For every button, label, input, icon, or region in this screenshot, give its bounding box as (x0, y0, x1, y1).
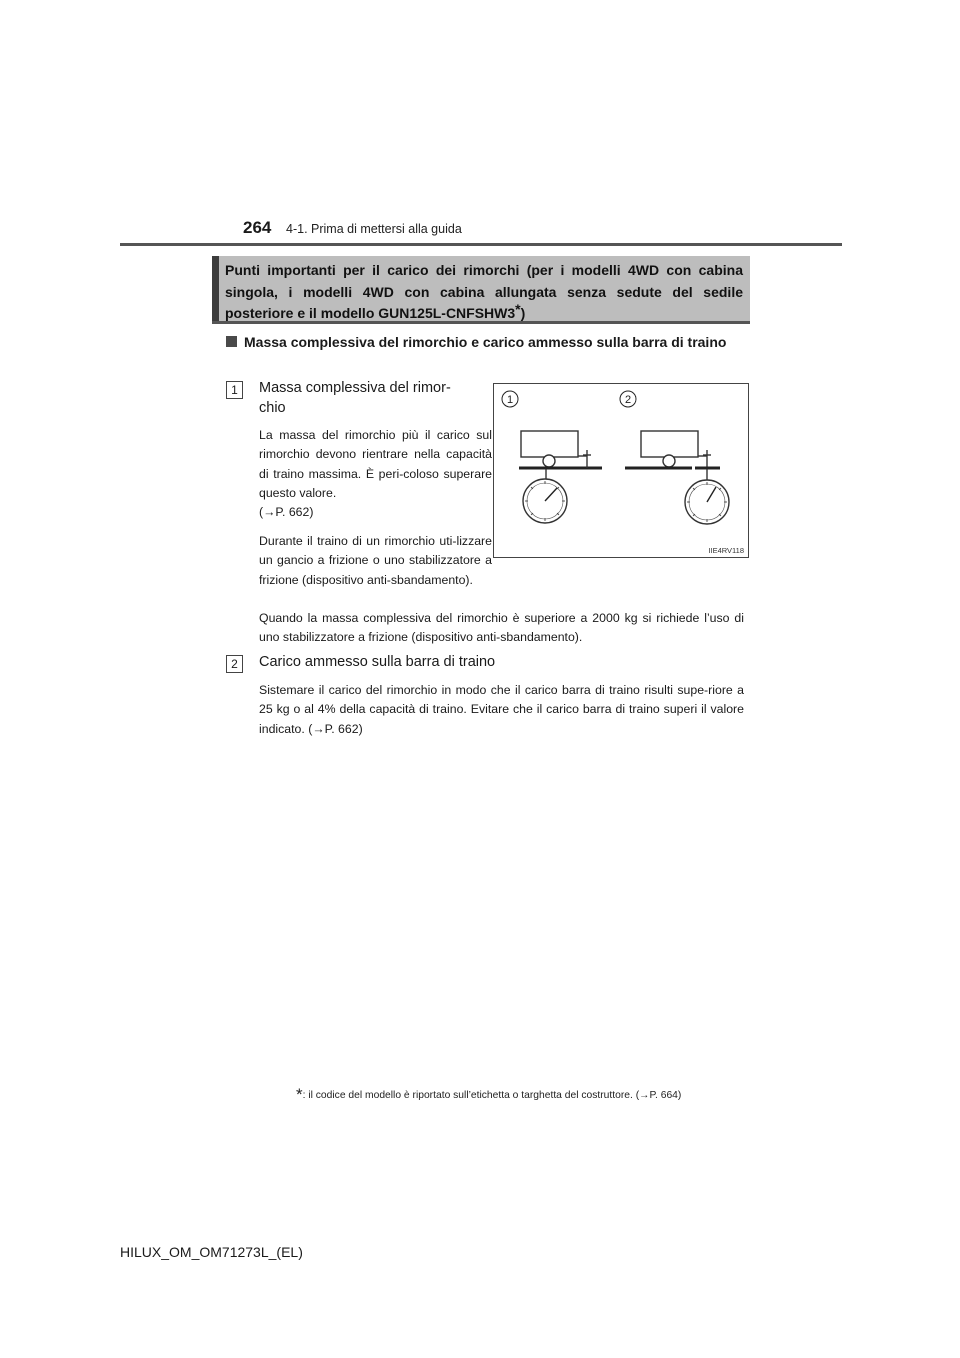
square-bullet-icon (226, 336, 237, 347)
header-rule (120, 243, 842, 246)
towing-diagram (493, 383, 749, 558)
item-number-2: 2 (226, 655, 243, 673)
footnote-marker: * (296, 1085, 303, 1104)
banner-title: Punti importanti per il carico dei rimorchi (per i modelli 4WD con cabina singola, i modelli 4WD con cabina allungata senza sedute del sedile posteriore e il modello GUN125L-CNFSHW3*) (225, 262, 743, 321)
section-title: 4-1. Prima di mettersi alla guida (286, 222, 462, 236)
banner-accent-bar (212, 256, 219, 324)
item-1-extra-note: Quando la massa complessiva del rimorchio è superiore a 2000 kg si richiede l’uso di uno stabilizzatore a frizione (dispositivo anti-sbandamento). (259, 611, 744, 645)
figure-label-2 (620, 391, 636, 407)
figure-code: IIE4RV118 (708, 546, 744, 555)
tongue-load-illustration (625, 431, 729, 524)
item-1-title: Massa complessiva del rimor- chio (259, 380, 451, 416)
svg-text:2: 2 (624, 394, 632, 406)
item-2-paragraph: Sistemare il carico del rimorchio in modo che il carico barra di traino risulti supe-riore a 25 kg o al 4% della capacità di traino. Evitare che il carico barra di traino superi il valore indicato. (→P. 662) (259, 683, 744, 736)
footnote-star: * (515, 301, 521, 317)
item-1-paragraph-2: Durante il traino di un rimorchio uti-lizzare un gancio a frizione o uno stabilizzatore a frizione (dispositivo anti-sbandamento). (259, 534, 492, 587)
item-1-page-ref: (→P. 662) (259, 505, 314, 519)
figure-label-1 (502, 391, 518, 407)
banner-rule (212, 321, 750, 324)
svg-text:1: 1 (506, 394, 514, 406)
document-code: HILUX_OM_OM71273L_(EL) (120, 1244, 303, 1260)
trailer-mass-illustration (519, 431, 602, 523)
item-1-paragraph-1: La massa del rimorchio più il carico sul rimorchio devono rientrare nella capacità di traino massima. È peri-coloso superare questo valore. (259, 428, 492, 500)
footnote: *: il codice del modello è riportato sull’etichetta o targhetta del costruttore. (→P. 664) (296, 1085, 682, 1104)
page-number: 264 (243, 218, 272, 237)
trailer-scale-illustration (494, 384, 748, 557)
subheading: Massa complessiva del rimorchio e carico ammesso sulla barra di traino (226, 331, 744, 353)
item-2-title: Carico ammesso sulla barra di traino (259, 654, 496, 670)
item-number-1: 1 (226, 381, 243, 399)
topic-banner (212, 256, 750, 324)
